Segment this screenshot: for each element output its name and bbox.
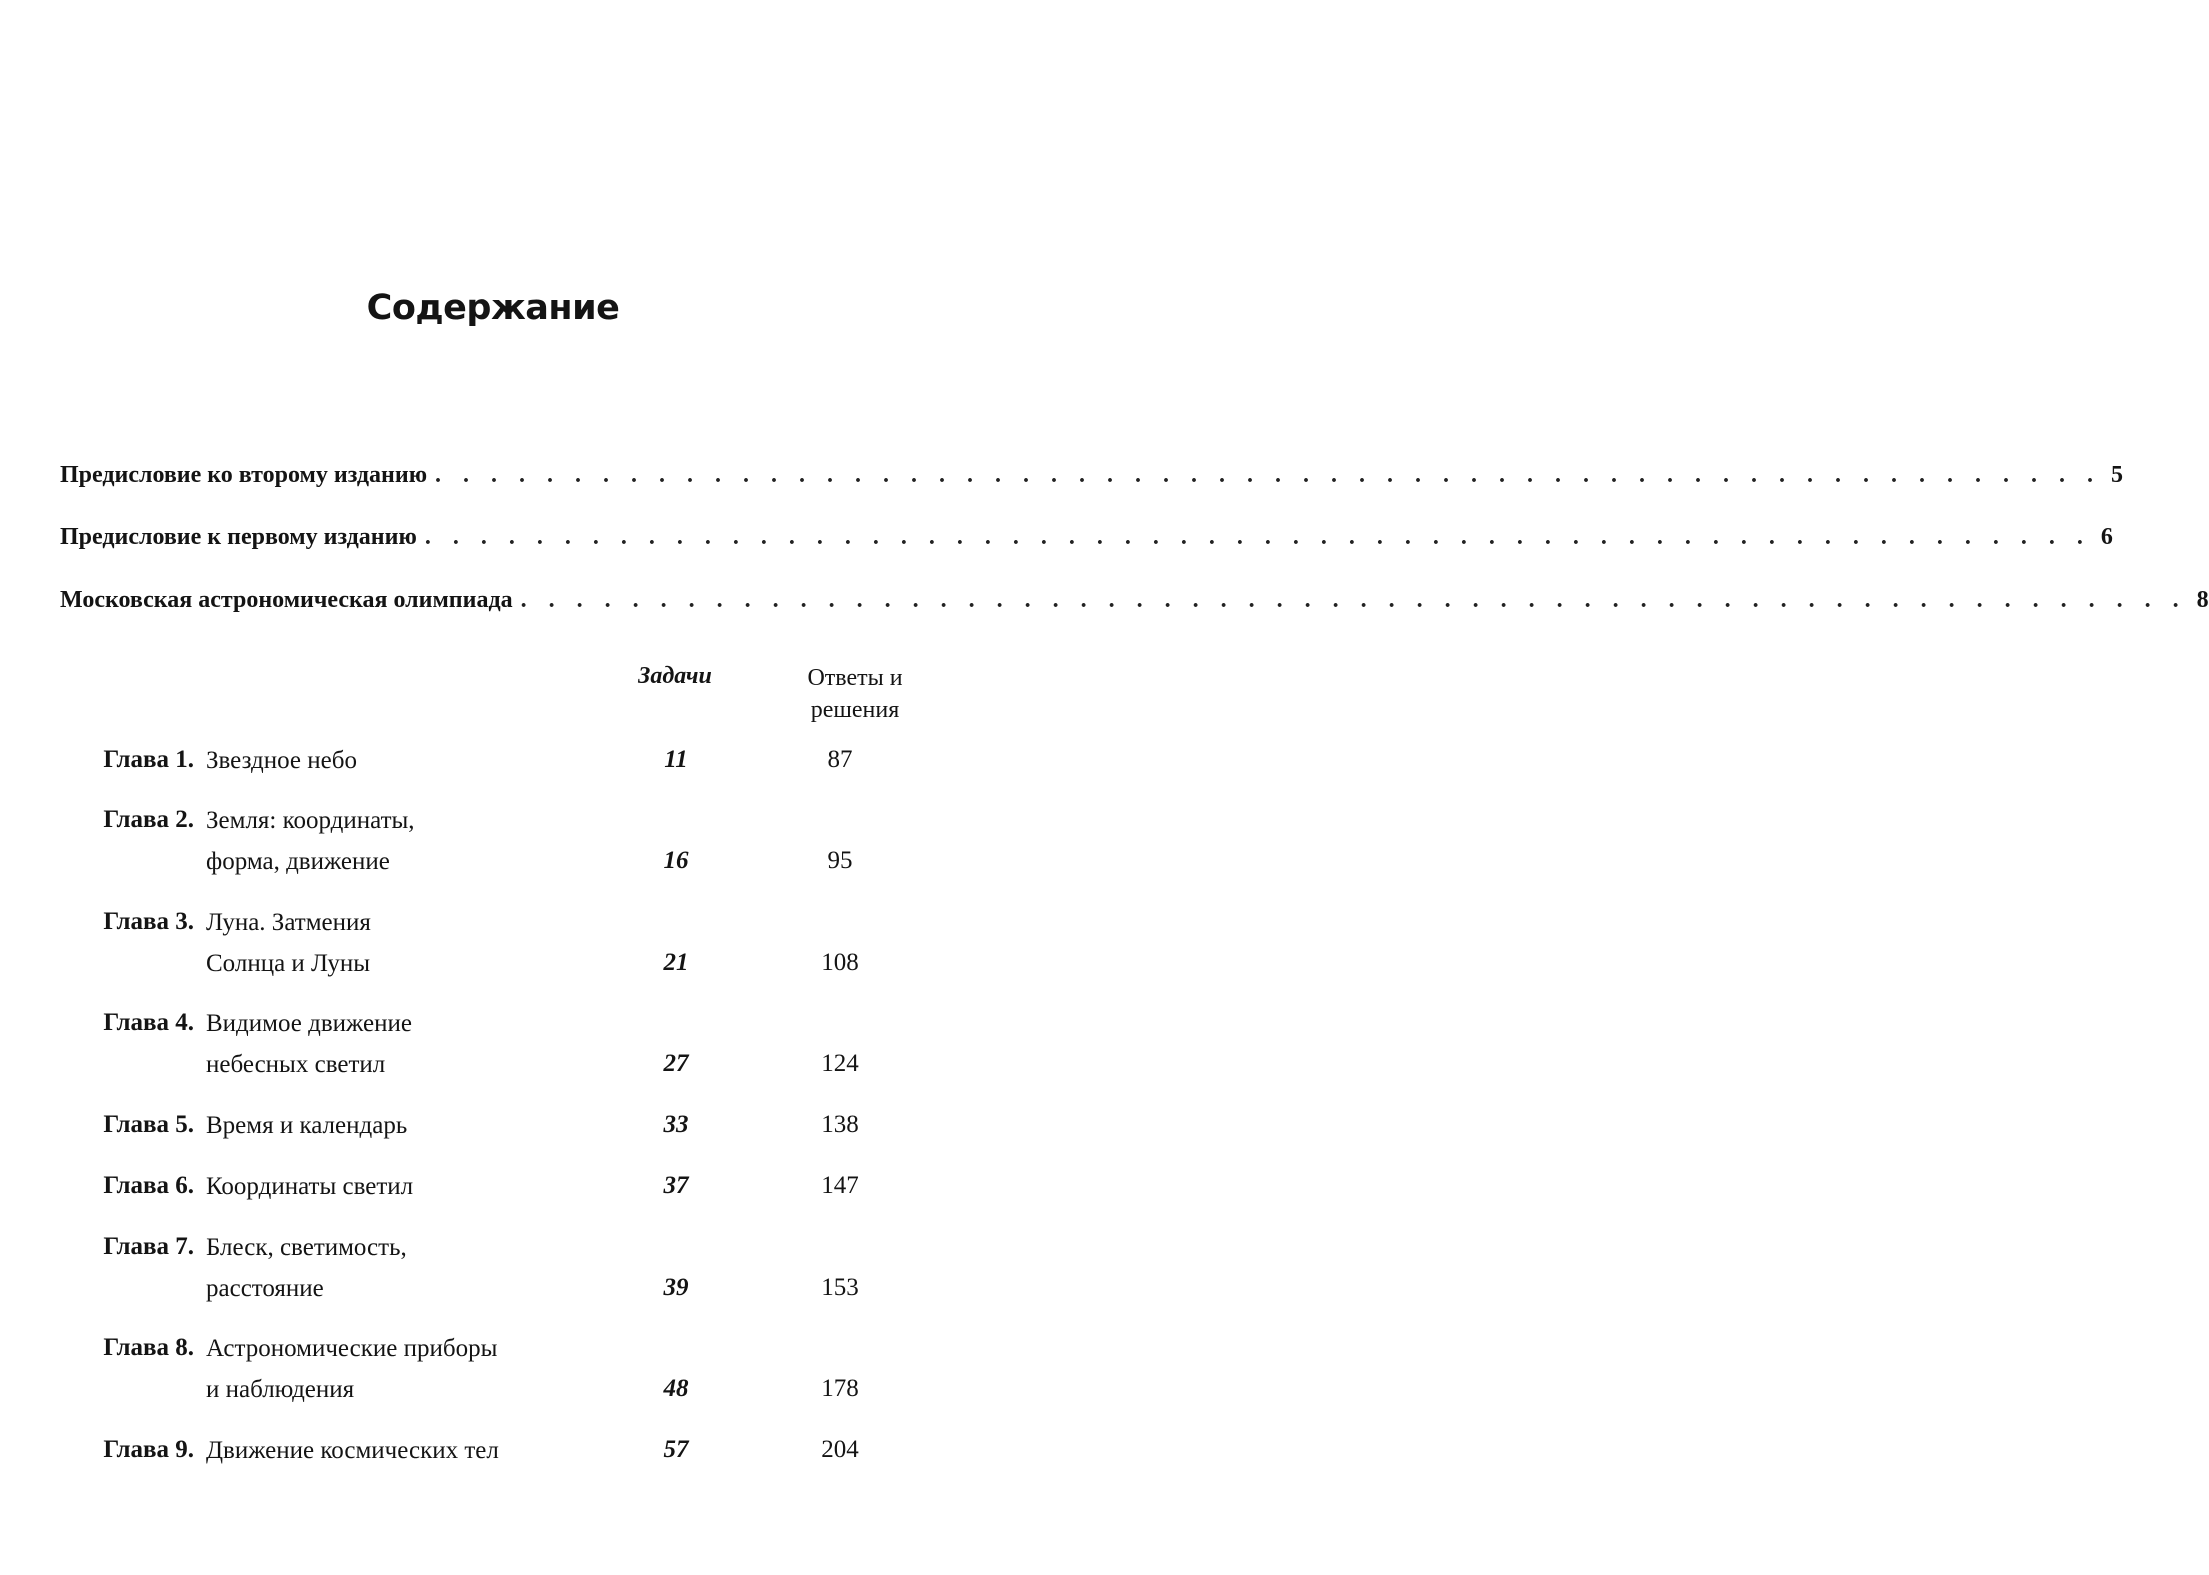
answers-page-number: 147 — [821, 1172, 859, 1199]
answers-page-number: 124 — [821, 1050, 859, 1077]
toc-entry[interactable] — [60, 524, 2113, 564]
chapter-label: Глава 5. — [103, 1111, 194, 1138]
chapter-title-line: Блеск, светимость, — [206, 1234, 407, 1261]
chapter-label: Глава 3. — [103, 908, 194, 935]
chapter-title-line: Звездное небо — [206, 747, 357, 774]
answers-page-number: 87 — [827, 746, 853, 773]
chapter-title-line: расстояние — [206, 1275, 324, 1302]
answers-column-header — [780, 662, 930, 726]
dot-leader: . . . . . . . . . . . . . . . . . . . . . . . . . . . . . . . . . . . . . . . . . . . . . . . . . . . . . . . . . . . . — [520, 587, 2187, 613]
tasks-page-number: 39 — [663, 1274, 689, 1301]
chapter-title-line: небесных светил — [206, 1051, 386, 1078]
chapter-title-line: Время и календарь — [206, 1112, 408, 1139]
answers-page-number: 178 — [821, 1375, 859, 1402]
chapter-title — [206, 1105, 566, 1146]
tasks-column-header: Задачи — [638, 663, 712, 689]
answers-page-number: 108 — [821, 949, 859, 976]
chapter-title — [206, 1227, 566, 1309]
chapter-label: Глава 6. — [103, 1172, 194, 1199]
tasks-page-number: 11 — [664, 746, 688, 773]
toc-entry-page: 8 — [2196, 587, 2209, 613]
toc-entry-page: 6 — [2100, 524, 2113, 550]
chapter-title — [206, 1328, 566, 1410]
tasks-page-number: 33 — [663, 1111, 689, 1138]
chapter-title-line: Солнца и Луны — [206, 950, 371, 977]
chapter-label: Глава 4. — [103, 1009, 194, 1036]
chapter-title-line: Луна. Затмения — [206, 909, 371, 936]
answers-page-number: 95 — [827, 847, 853, 874]
answers-header-line2: решения — [810, 697, 900, 723]
tasks-page-number: 57 — [663, 1436, 689, 1463]
tasks-page-number: 27 — [663, 1050, 689, 1077]
page-title: Содержание — [366, 288, 620, 328]
chapter-title — [206, 1430, 566, 1471]
chapter-label: Глава 9. — [103, 1436, 194, 1463]
toc-entry-title: Предисловие ко второму изданию — [60, 462, 428, 488]
chapter-title-line: Движение космических тел — [206, 1437, 499, 1464]
chapter-title — [206, 800, 566, 882]
answers-page-number: 204 — [821, 1436, 859, 1463]
tasks-page-number: 48 — [663, 1375, 689, 1402]
chapter-title — [206, 1166, 566, 1207]
chapter-title — [206, 902, 566, 984]
chapter-label: Глава 1. — [103, 746, 194, 773]
chapter-title — [206, 740, 566, 781]
chapter-label: Глава 8. — [103, 1334, 194, 1361]
answers-header-line1: Ответы и — [807, 665, 903, 691]
chapter-title-line: Координаты светил — [206, 1173, 414, 1200]
chapter-label: Глава 7. — [103, 1233, 194, 1260]
chapter-title-line: форма, движение — [206, 848, 390, 875]
chapter-title-line: Земля: координаты, — [206, 807, 415, 834]
tasks-page-number: 16 — [663, 847, 689, 874]
chapter-title — [206, 1003, 566, 1085]
answers-page-number: 153 — [821, 1274, 859, 1301]
toc-entry-title: Московская астрономическая олимпиада — [60, 587, 513, 613]
chapter-title-line: Астрономические приборы — [206, 1335, 498, 1362]
toc-entry-title: Предисловие к первому изданию — [60, 524, 417, 550]
toc-entry-page: 5 — [2111, 462, 2124, 488]
chapter-title-line: Видимое движение — [206, 1010, 412, 1037]
chapter-label: Глава 2. — [103, 806, 194, 833]
tasks-page-number: 37 — [663, 1172, 689, 1199]
toc-entry[interactable] — [60, 587, 2209, 627]
chapter-title-line: и наблюдения — [206, 1376, 355, 1403]
dot-leader: . . . . . . . . . . . . . . . . . . . . . . . . . . . . . . . . . . . . . . . . . . . . . . . . . . . . . . . . . . . . — [435, 462, 2102, 488]
answers-page-number: 138 — [821, 1111, 859, 1138]
toc-entry[interactable] — [60, 462, 2124, 502]
tasks-page-number: 21 — [663, 949, 689, 976]
dot-leader: . . . . . . . . . . . . . . . . . . . . . . . . . . . . . . . . . . . . . . . . . . . . . . . . . . . . . . . . . . . . — [424, 524, 2091, 550]
